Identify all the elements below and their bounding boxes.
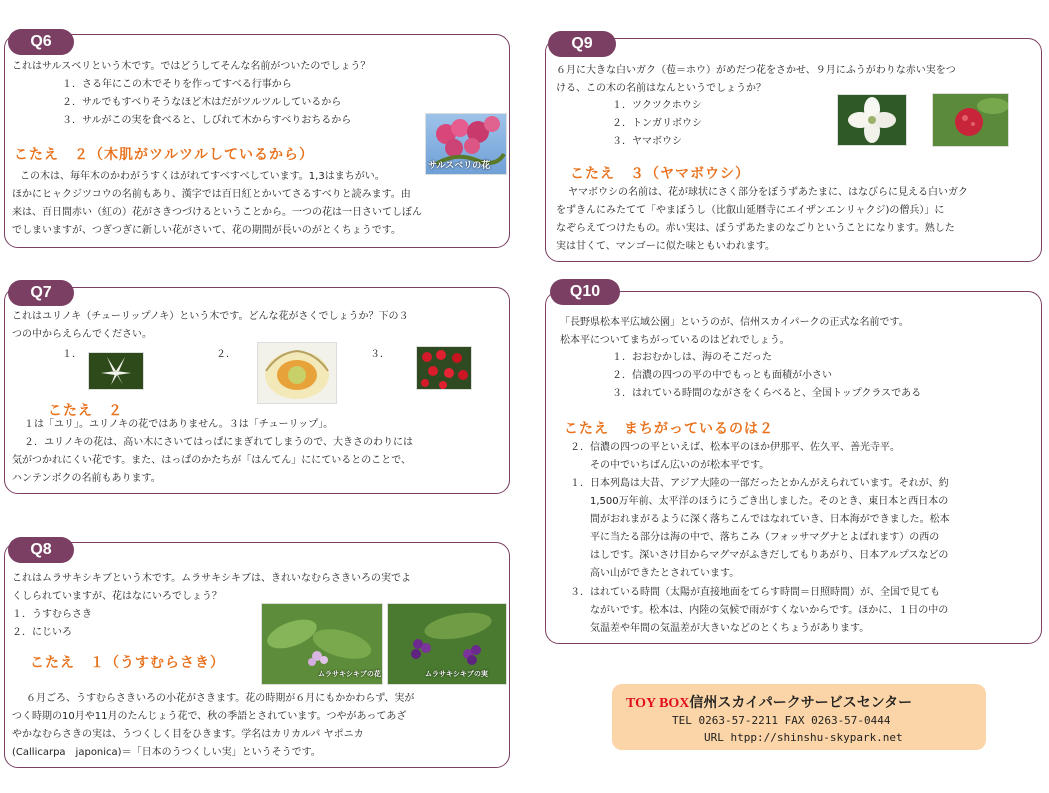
- q6-option-1: １．さる年にこの木でそりを作ってすべる行事から: [62, 79, 292, 90]
- q9-explanation-1: ヤマボウシの名前は、花が球状にさく部分をぼうずあたまに、はなびらに見える白いガク: [568, 187, 968, 198]
- q8-question-2: くしられていますが、花はなにいろでしょう？: [12, 591, 222, 602]
- q9-option-2: ２．トンガリボウシ: [612, 118, 702, 129]
- footer-title: [626, 692, 912, 712]
- tulip-tree-photo: [257, 342, 337, 404]
- q10-option-3: ３．はれている時間のながさをくらべると、全国トップクラスである: [612, 388, 922, 399]
- q10-explanation-8: 高い山ができたとされています。: [590, 568, 740, 579]
- q7-tab: Q7: [8, 280, 74, 306]
- q7-explanation-3: 気がつかれにくい花です。また、はっぱのかたちが「はんてん」ににているとのことで、: [12, 455, 411, 466]
- lily-flower-icon: [89, 353, 143, 389]
- q10-explanation-5: 間がおれまがるように深く落ちこんではなれていき、日本海ができました。松本: [590, 514, 950, 525]
- q10-option-2: ２．信濃の四つの平の中でもっとも面積が小さい: [612, 370, 832, 381]
- q8-option-1: １．うすむらさき: [12, 609, 92, 620]
- q6-explanation-3: 来は、百日間赤い（紅の）花がさきつづけるということから。一つの花は一日さいてしぼん: [12, 207, 422, 218]
- q6-tab: Q6: [8, 29, 74, 55]
- footer-contact: TEL 0263-57-2211 FAX 0263-57-0444: [672, 714, 891, 727]
- q10-explanation-9: ３．はれている時間（太陽が直接地面をてらす時間＝日照時間）が、全国で見ても: [570, 587, 940, 598]
- q6-option-3: ３．サルがこの実を食べると、しびれて木からすべりおちるから: [62, 115, 352, 126]
- q6-explanation-2: ほかにヒャクジツコウの名前もあり、漢字では百日紅とかいてさるすべりと読みます。由: [12, 189, 411, 200]
- q6-photo-caption: サルスベリの花: [428, 161, 491, 171]
- q8-explanation-2: つく時期の10月や11月のたんじょう花で、秋の季語とされています。つやがあってあざ: [12, 711, 407, 722]
- q8-option-2: ２．にじいろ: [12, 627, 72, 638]
- q10-question-1: 「長野県松本平広域公園」というのが、信州スカイパークの正式な名前です。: [560, 317, 909, 328]
- contact-footer: [612, 684, 986, 750]
- q7-option-1: １．: [62, 349, 82, 360]
- q8-tab: Q8: [8, 537, 74, 563]
- q10-explanation-11: 気温差や年間の気温差が大きいなどのとくちょうがあります。: [590, 623, 870, 634]
- q7-explanation-4: ハンテンボクの名前もあります。: [12, 473, 161, 484]
- q8-explanation-3: やかなむらさきの実は、うつくしく目をひきます。学名はカリカルパ ヤポニカ: [12, 729, 364, 740]
- tulip-photo: [416, 346, 472, 390]
- q7-question-2: つの中からえらんでください。: [12, 329, 152, 340]
- brand-name: TOY BOX: [626, 696, 690, 711]
- q10-explanation-2: その中でいちばん広いのが松本平です。: [590, 460, 770, 471]
- q8-question-1: これはムラサキシキブという木です。ムラサキシキブは、きれいなむらさきいろの実でよ: [12, 573, 411, 584]
- dogwood-fruit-photo: [932, 93, 1009, 147]
- q9-explanation-4: 実は甘くて、マンゴーに似た味ともいわれます。: [556, 241, 775, 252]
- q10-explanation-7: はしです。深いさけ目からマグマがふきだしてもりあがり、日本アルプスなどの: [590, 550, 949, 561]
- q10-explanation-3: １．日本列島は大昔、アジア大陸の一部だったとかんがえられています。それが、約: [570, 478, 949, 489]
- q9-option-1: １．ツクツクホウシ: [612, 100, 702, 111]
- q9-explanation-3: なぞらえてつけたもの。赤い実は、ぼうずあたまのなごりということになります。熟した: [556, 223, 955, 234]
- q9-question-2: ける、この木の名前はなんというでしょうか？: [556, 83, 766, 94]
- q6-option-2: ２．サルでもすべりそうなほど木はだがツルツルしているから: [62, 97, 342, 108]
- q10-answer: こたえ まちがっているのは２: [564, 421, 774, 437]
- q7-option-2: ２．: [216, 349, 236, 360]
- dogwood-flower-icon: [838, 95, 906, 145]
- tulip-tree-flower-icon: [258, 343, 336, 403]
- q6-answer: こたえ ２（木肌がツルツルしているから）: [14, 147, 314, 163]
- q10-explanation-4: 1,500万年前、太平洋のほうにうごき出しました。そのとき、東日本と西日本の: [590, 496, 949, 507]
- q10-tab: Q10: [550, 279, 620, 305]
- q10-explanation-1: ２．信濃の四つの平といえば、松本平のほか伊那平、佐久平、善光寺平。: [570, 442, 900, 453]
- q6-explanation-1: この木は、毎年木のかわがうすくはがれてすべすべしています。1,3はまちがい。: [20, 171, 385, 182]
- lily-photo: [88, 352, 144, 390]
- q7-explanation-2: ２．ユリノキの花は、高い木にさいてはっぱにまぎれてしまうので、大きさのわりには: [24, 437, 413, 448]
- q7-question-1: これはユリノキ（チューリップノキ）という木です。どんな花がさくでしょうか？下の３: [12, 311, 409, 322]
- q9-question-1: ６月に大きな白いガク（苞＝ホウ）がめだつ花をさかせ、９月にふうがわりな赤い実をつ: [556, 65, 956, 76]
- q6-explanation-4: でしまいますが、つぎつぎに新しい花がさいて、花の期間が長いのがとくちょうです。: [12, 225, 401, 236]
- q10-explanation-6: 平に当たる部分は海の中で、落ちこみ（フォッサマグナとよばれます）の西の: [590, 532, 940, 543]
- q10-option-1: １．おおむかしは、海のそこだった: [612, 352, 772, 363]
- q9-answer: こたえ ３（ヤマボウシ）: [570, 166, 750, 182]
- service-center-name: 信州スカイパークサービスセンター: [689, 695, 913, 711]
- q8-answer: こたえ １（うすむらさき）: [30, 655, 225, 671]
- q10-explanation-10: ながいです。松本は、内陸の気候で雨がすくないからです。ほかに、１日の中の: [590, 605, 949, 616]
- dogwood-fruit-icon: [933, 94, 1008, 146]
- q7-explanation-1: １は「ユリ」。ユリノキの花ではありません。３は「チューリップ」。: [24, 419, 334, 430]
- dogwood-flower-photo: [837, 94, 907, 146]
- q9-explanation-2: をずきんにみたてて「やまぼうし（比叡山延暦寺にエイザンエンリャクジ)の僧兵）」に: [556, 205, 945, 216]
- footer-url[interactable]: URL htpp://shinshu-skypark.net: [704, 731, 903, 744]
- q8-explanation-4: (Callicarpa japonica)＝「日本のうつくしい実」というそうです。: [12, 747, 321, 758]
- q10-question-2: 松本平についてまちがっているのはどれでしょう。: [560, 335, 790, 346]
- q8-photo-caption-flower: ムラサキシキブの花: [318, 670, 381, 678]
- q7-answer: こたえ ２: [48, 403, 123, 419]
- q6-question: これはサルスベリという木です。ではどうしてそんな名前がついたのでしょう？: [12, 61, 371, 72]
- q8-photo-caption-fruit: ムラサキシキブの実: [425, 670, 488, 678]
- q9-option-3: ３．ヤマボウシ: [612, 136, 682, 147]
- q7-option-3: ３．: [370, 349, 390, 360]
- q9-tab: Q9: [548, 31, 616, 57]
- q8-explanation-1: ６月ごろ、うすむらさきいろの小花がさきます。花の時期が６月にもかかわらず、実が: [26, 693, 415, 704]
- tulip-flower-icon: [417, 347, 471, 389]
